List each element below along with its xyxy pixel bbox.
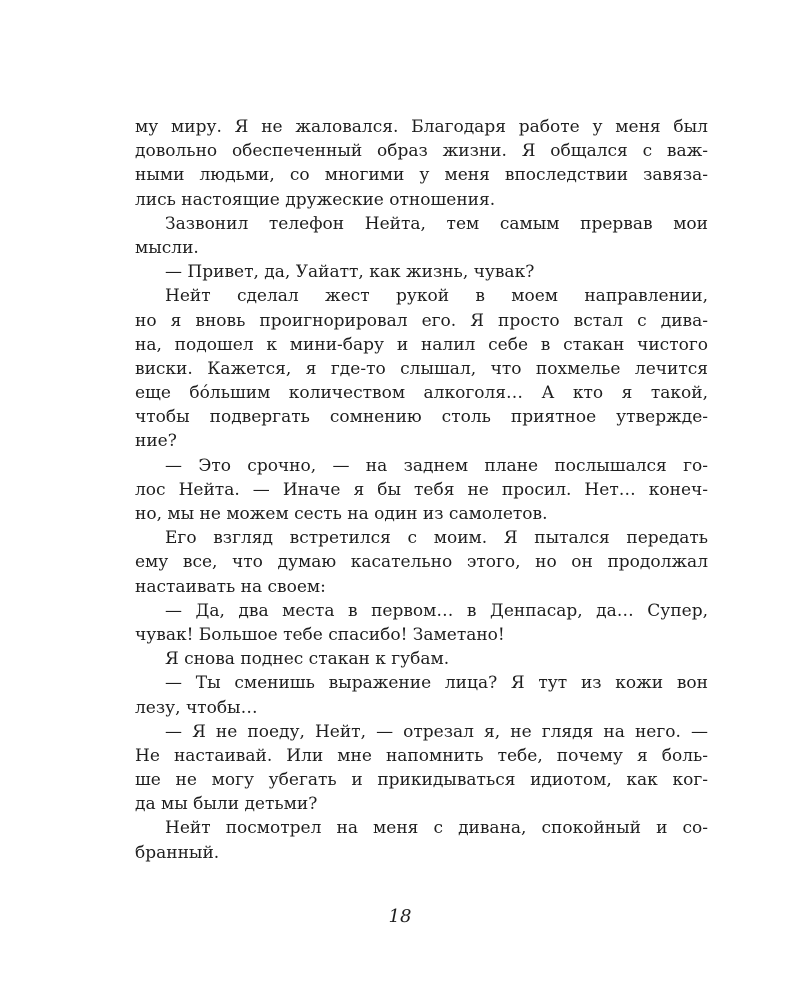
text-line: чтобы подвергать сомнению столь приятное утвержде- <box>135 407 708 428</box>
text-line: лись настоящие дружеские отношения. <box>135 189 496 210</box>
text-line: лезу, чтобы… <box>135 697 258 718</box>
text-line: лос Нейта. — Иначе я бы тебя не просил. Нет… конеч- <box>135 479 708 500</box>
text-line: Нейт сделал жест рукой в моем направлении, <box>165 286 708 307</box>
text-line: — Да, два места в первом… в Денпасар, да… Супер, <box>165 600 708 621</box>
text-line: Зазвонил телефон Нейта, тем самым прервав мои <box>165 213 708 234</box>
page-number: 18 <box>388 906 412 927</box>
text-line: на, подошел к мини-бару и налил себе в стакан чистого <box>135 334 708 355</box>
text-line: виски. Кажется, я где-то слышал, что похмелье лечится <box>135 358 708 379</box>
text-line: ными людьми, со многими у меня впоследствии завяза- <box>135 165 708 186</box>
text-line: довольно обеспеченный образ жизни. Я общался с важ- <box>135 141 708 162</box>
text-line: му миру. Я не жаловался. Благодаря работе у меня был <box>135 117 708 137</box>
text-line: Не настаивай. Или мне напомнить тебе, почему я боль- <box>135 745 708 766</box>
text-line: ше не могу убегать и прикидываться идиотом, как ког- <box>135 770 708 791</box>
page-body-text <box>135 115 708 865</box>
text-line: Я снова поднес стакан к губам. <box>165 649 450 670</box>
text-line: мысли. <box>135 237 199 258</box>
text-line: да мы были детьми? <box>135 794 318 815</box>
text-line: — Я не поеду, Нейт, — отрезал я, не глядя на него. — <box>165 721 708 742</box>
text-line: бранный. <box>135 842 220 863</box>
text-line: но, мы не можем сесть на один из самолетов. <box>135 504 548 524</box>
text-line: — Ты сменишь выражение лица? Я тут из кожи вон <box>165 673 708 694</box>
text-line: настаивать на своем: <box>135 576 326 597</box>
text-line: — Привет, да, Уайатт, как жизнь, чувак? <box>165 262 535 283</box>
text-line: Его взгляд встретился с моим. Я пытался передать <box>165 528 708 549</box>
text-line: ние? <box>135 431 177 452</box>
text-line: Нейт посмотрел на меня с дивана, спокойный и со- <box>165 818 708 839</box>
text-line: чувак! Большое тебе спасибо! Заметано! <box>135 624 505 645</box>
text-line: — Это срочно, — на заднем плане послышался го- <box>165 455 708 476</box>
text-line: но я вновь проигнорировал его. Я просто встал с дива- <box>135 310 708 331</box>
text-line: еще бóльшим количеством алкоголя… А кто я такой, <box>135 383 708 404</box>
text-line: ему все, что думаю касательно этого, но он продолжал <box>135 552 708 573</box>
